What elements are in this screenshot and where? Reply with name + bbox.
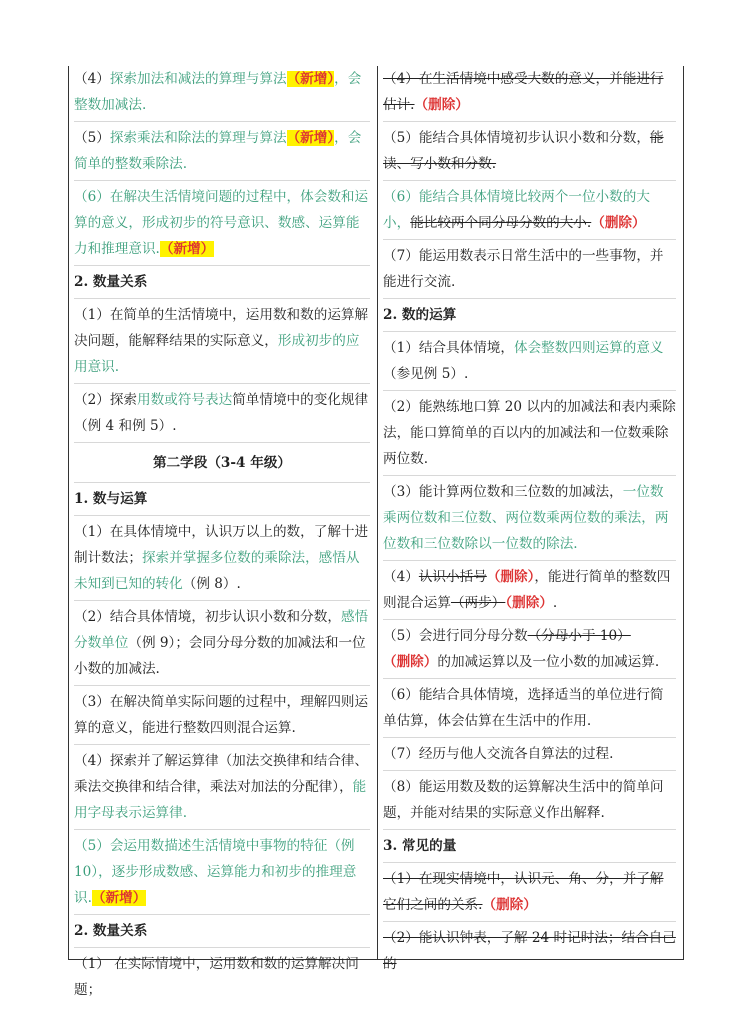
column-divider <box>377 66 378 959</box>
added-badge: （新增） <box>286 130 335 146</box>
text: （5）会进行同分母分数 <box>383 628 528 644</box>
text: （参见例 5）. <box>383 366 469 382</box>
green-text: 体会整数四则运算的意义 <box>514 340 664 356</box>
left-op-1 <box>74 519 370 601</box>
text: （4）探索并了解运算律（加法交换律和结合律、乘法交换律和结合律，乘法对加法的分配律）， <box>74 753 369 795</box>
left-item-5 <box>74 125 370 181</box>
section-heading: 2. 数的运算 <box>383 302 676 332</box>
deleted-text: （4）在生活情境中感受大数的意义，并能进行估计. <box>383 71 664 113</box>
section-heading: 2. 数量关系 <box>74 918 370 948</box>
right-item-4 <box>383 66 676 122</box>
right-op-7: （7）经历与他人交流各自算法的过程. <box>383 741 676 771</box>
left-column <box>74 66 370 1009</box>
right-op-1 <box>383 335 676 391</box>
green-text: ，会简单的整数乘除法. <box>74 130 362 172</box>
deleted-badge: （删除） <box>505 595 553 611</box>
text: . <box>552 595 558 611</box>
green-text: 在解决生活情境问题的过程中，体会数和运算的意义，形成初步的符号意识、数感、运算能力和推理意识. <box>74 189 369 257</box>
right-op-8: （8）能运用数及数的运算解决生活中的简单问题，并能对结果的实际意义作出解释. <box>383 774 676 830</box>
text: （2）结合具体情境，初步认识小数和分数， <box>74 609 341 625</box>
section-heading: 3. 常见的量 <box>383 833 676 863</box>
right-op-3 <box>383 479 676 561</box>
deleted-text: （分母小于 10） <box>527 628 631 644</box>
text: （1）在简单的生活情境中，运用数和数的运算解决问题，能解释结果的实际意义， <box>74 307 369 349</box>
added-badge: （新增） <box>286 71 335 87</box>
text: （5） <box>74 130 110 146</box>
green-text: 一位数乘两位数和三位数、两位数乘两位数的乘法，两位数和三位数除以一位数的除法. <box>383 484 669 552</box>
left-op-4 <box>74 748 370 830</box>
deleted-badge: （删除） <box>482 897 537 913</box>
green-text: 形成初步的应用意识 <box>74 333 360 375</box>
added-badge: （新增） <box>159 241 215 257</box>
right-qty-2 <box>383 925 676 980</box>
left-relation-2 <box>74 387 370 443</box>
right-column <box>383 66 676 983</box>
section-heading: 2. 数量关系 <box>74 269 370 299</box>
right-op-5 <box>383 623 676 679</box>
green-text: （5）会运用数描述生活情境中事物的特征（例 10），逐步形成数感、运算能力和初步的推理意识. <box>74 838 357 906</box>
deleted-text: （2）能认识钟表，了解 24 时记时法；结合自己的 <box>383 930 676 972</box>
left-item-4 <box>74 66 370 122</box>
green-text: 感悟分数单位 <box>74 609 369 651</box>
deleted-badge: （删除） <box>383 654 438 670</box>
text: （4） <box>383 569 419 585</box>
deleted-text: （两步） <box>450 595 506 611</box>
left-op-3: （3）在解决简单实际问题的过程中，理解四则运算的意义，能进行整数四则混合运算. <box>74 689 370 745</box>
text: （例 9）；会同分母分数的加减法和一位小数的加减法. <box>74 635 366 677</box>
deleted-text: （1）在现实情境中，认识元、角、分，并了解它们之间的关系. <box>383 871 664 913</box>
right-item-6 <box>383 184 676 240</box>
deleted-text: 认识小括号 <box>418 569 487 585</box>
text: ，能进行简单的整数四则混合运算 <box>383 569 671 611</box>
green-text: 能用字母表示运算律. <box>74 779 367 821</box>
left-op-5 <box>74 833 370 915</box>
text: . <box>114 359 120 375</box>
green-text: （6） <box>74 189 110 205</box>
right-item-7: （7）能运用数表示日常生活中的一些事物，并能进行交流. <box>383 243 676 299</box>
text: 的加减运算以及一位小数的加减运算. <box>437 654 660 670</box>
green-text: （6）能结合具体情境比较两个一位小数的大小， <box>383 189 650 231</box>
added-badge: （新增） <box>91 890 147 906</box>
text: （5）能结合具体情境初步认识小数和分数， <box>383 130 650 146</box>
green-text: 用数或符号表达 <box>137 392 233 408</box>
right-qty-1 <box>383 866 676 922</box>
deleted-badge: （删除） <box>414 97 469 113</box>
section-heading: 1. 数与运算 <box>74 486 370 516</box>
text: （4） <box>74 71 110 87</box>
green-text: 探索加法和减法的算理与算法 <box>109 71 287 87</box>
stage-heading: 第二学段（3-4 年级） <box>74 446 370 483</box>
left-rel-3: （1） 在实际情境中，运用数和数的运算解决问题； <box>74 956 359 998</box>
green-text: 探索并掌握多位数的乘除法，感悟从未知到已知的转化 <box>74 550 360 592</box>
right-op-6: （6）能结合具体情境，选择适当的单位进行简单估算，体会估算在生活中的作用. <box>383 682 676 738</box>
text: （1）结合具体情境， <box>383 340 514 356</box>
deleted-badge: （删除） <box>591 215 646 231</box>
right-item-5 <box>383 125 676 181</box>
green-text: ，会整数加减法. <box>74 71 362 113</box>
text: （例 8）. <box>182 576 241 592</box>
text: （2）探索 <box>74 392 138 408</box>
left-item-6 <box>74 184 370 266</box>
right-op-4 <box>383 564 676 620</box>
deleted-text: 能读、写小数和分数. <box>383 130 664 172</box>
green-text: 探索乘法和除法的算理与算法 <box>109 130 287 146</box>
deleted-text: 能比较两个同分母分数的大小. <box>410 215 592 231</box>
left-relation-1 <box>74 302 370 384</box>
text: （1）在具体情境中，认识万以上的数，了解十进制计数法； <box>74 524 369 566</box>
right-op-2: （2）能熟练地口算 20 以内的加减法和表内乘除法，能口算简单的百以内的加减法和一位数乘除两位数. <box>383 394 676 476</box>
left-op-2 <box>74 604 370 686</box>
text: 简单情境中的变化规律（例 4 和例 5）. <box>74 392 369 434</box>
text: （3）能计算两位数和三位数的加减法， <box>383 484 623 500</box>
deleted-badge: （删除） <box>486 569 535 585</box>
